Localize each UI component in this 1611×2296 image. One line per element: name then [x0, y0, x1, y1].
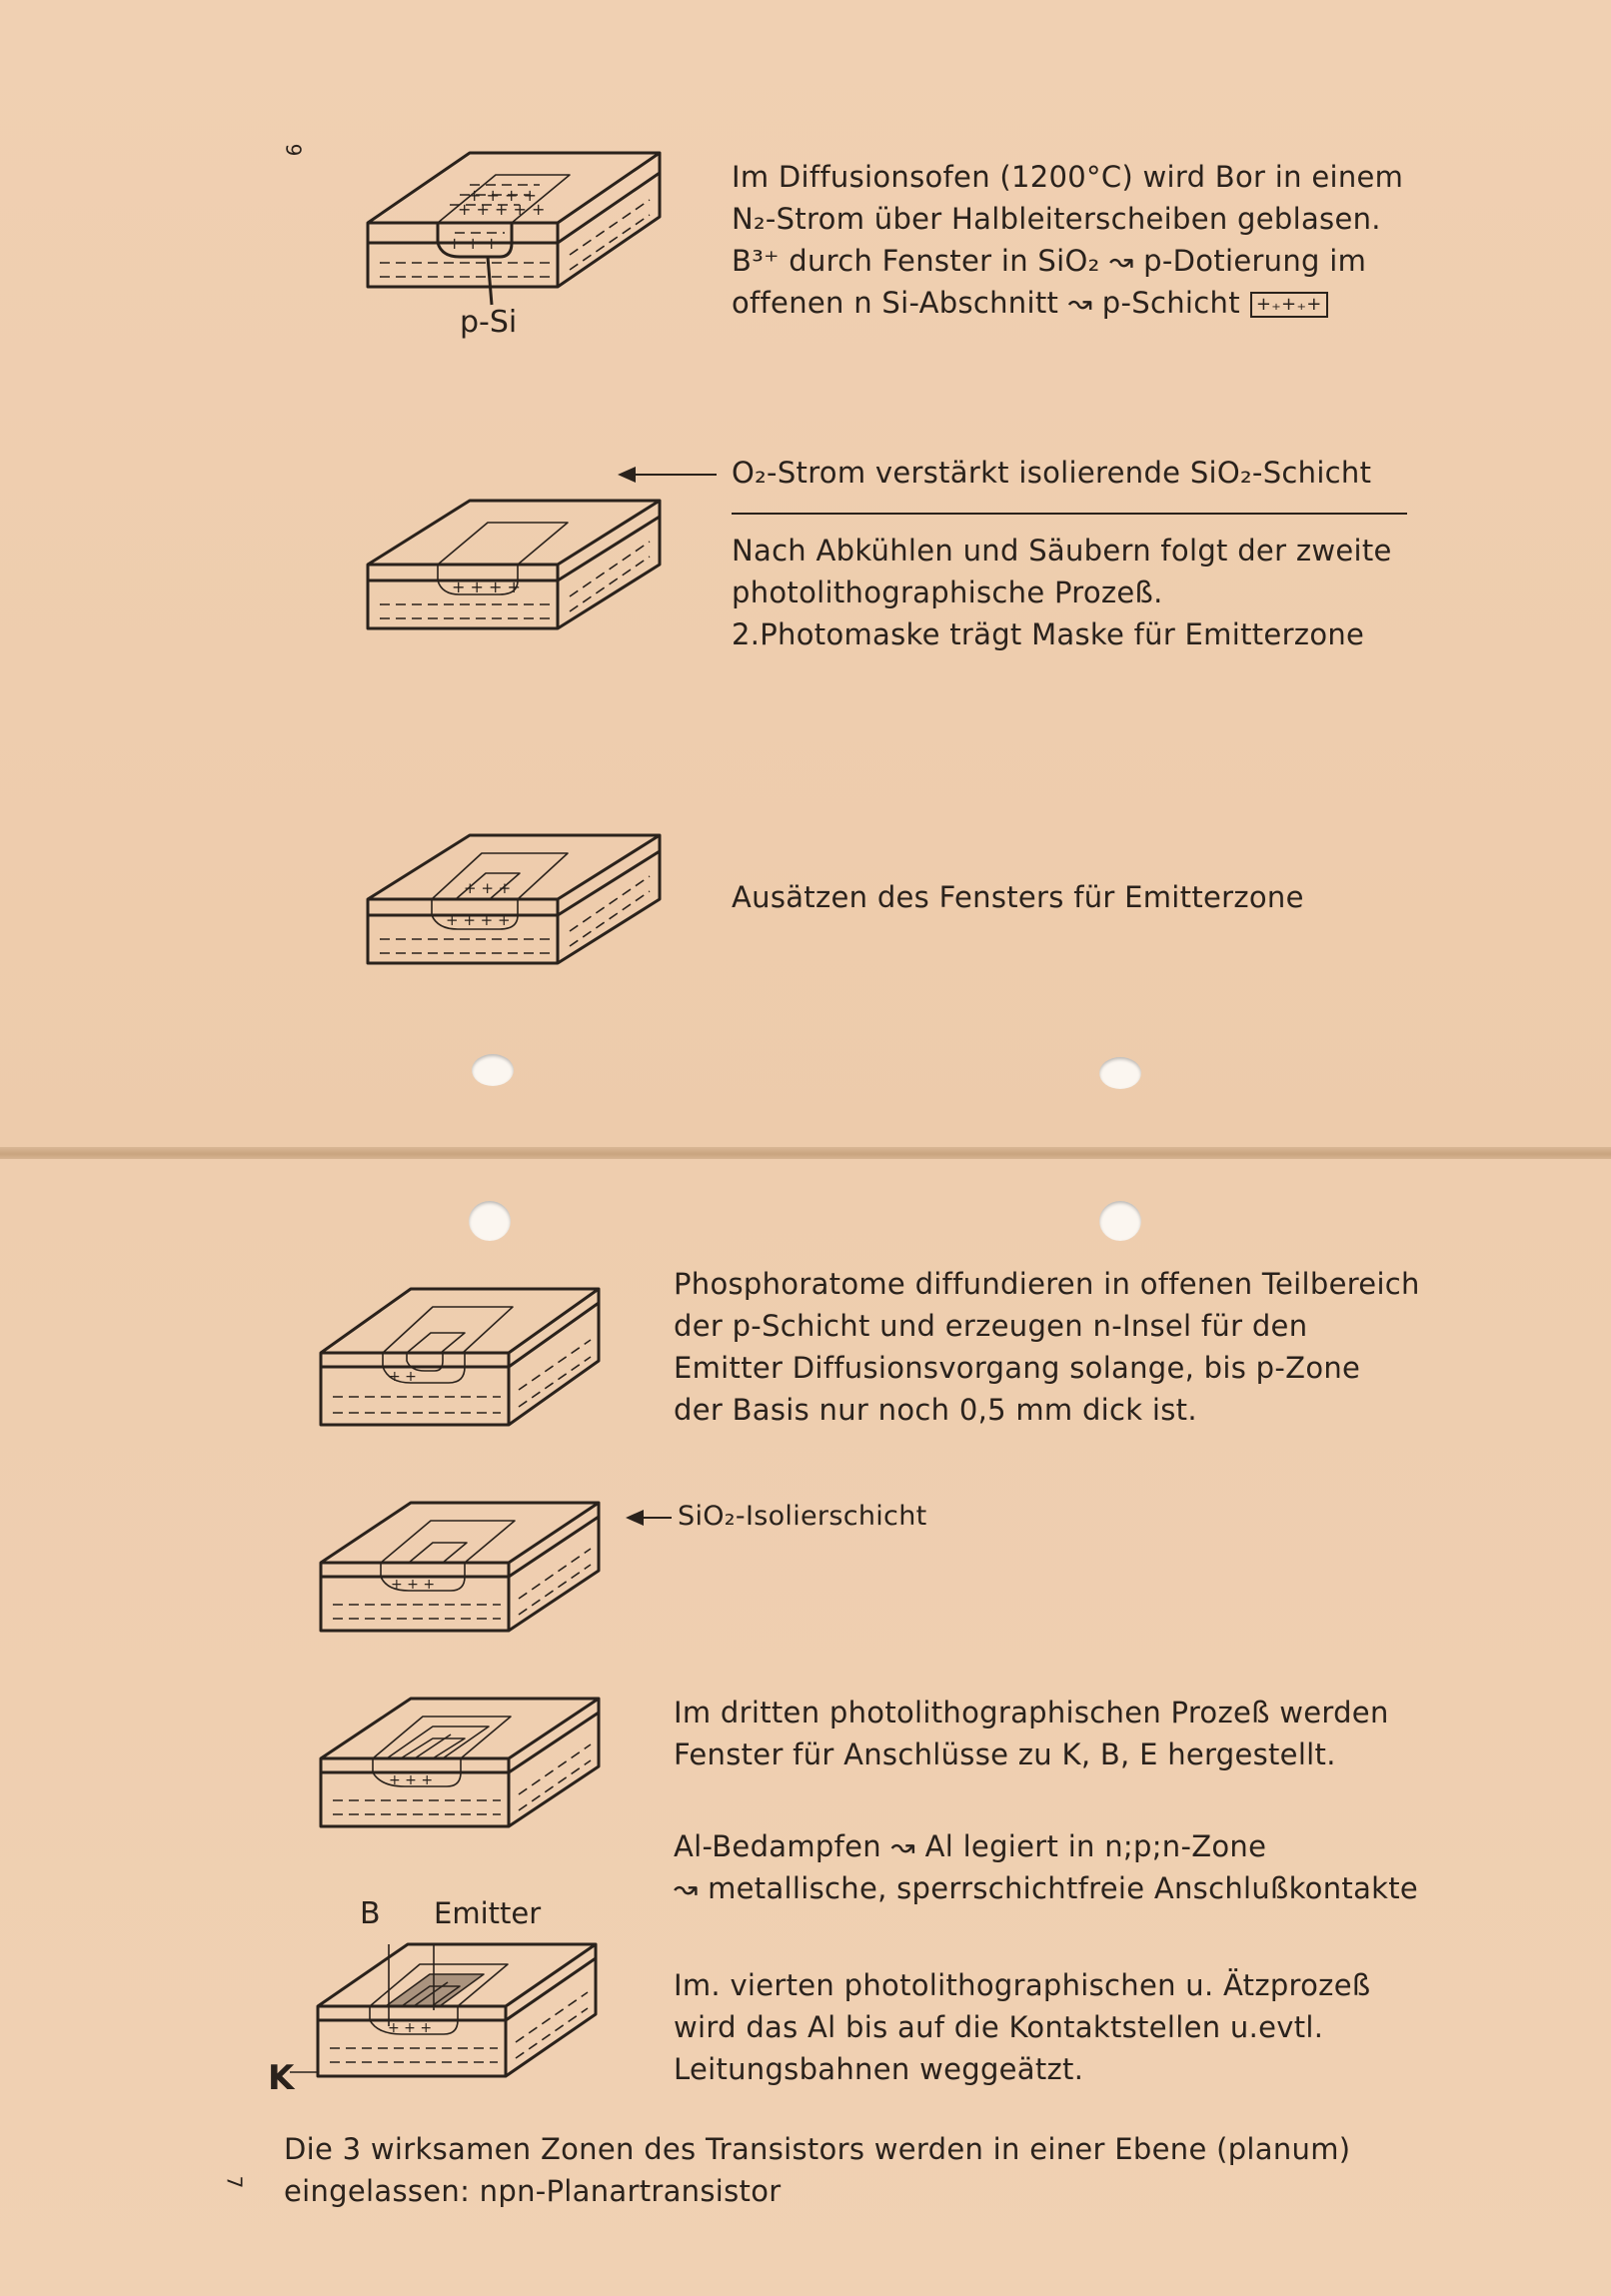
sio2-arrow [630, 1517, 672, 1519]
punch-hole [469, 1201, 511, 1241]
emitter-label: Emitter [434, 1896, 542, 1930]
svg-text:+ + +: + + + [388, 2020, 433, 2036]
wafer-figure-npn-planar-transistor [290, 1934, 600, 2094]
page-number-top: 9 [281, 143, 306, 157]
step2-text: Nach Abkühlen und Säubern folgt der zweite photolithographische Prozeß. 2.Photomaske trägt Maske für Emitterzone [732, 534, 1392, 651]
step6-text: Im dritten photolithographischen Prozeß werden Fenster für Anschlüsse zu K, B, E hergestellt. [674, 1696, 1389, 1771]
wafer-figure-sio2-insulation [315, 1499, 605, 1649]
o2-arrow [622, 474, 717, 476]
page-number-bottom: 7 [222, 2175, 247, 2189]
wafer-figure-oxide-layer [360, 497, 670, 646]
svg-text:+ + +: + + + [391, 1577, 436, 1593]
conclusion-text: Die 3 wirksamen Zonen des Transistors werden in einer Ebene (planum) eingelassen: npn-Planartransistor [284, 2132, 1351, 2208]
divider-rule [732, 513, 1407, 515]
svg-text:+ + + +: + + + + [468, 186, 537, 205]
step4-text: Phosphoratome diffundieren in offenen Teilbereich der p-Schicht und erzeugen n-Insel für den Emitter Diffusionsvorgang solange, bis p-Zone der Basis nur noch 0,5 mm dick ist. [674, 1267, 1420, 1427]
svg-text:+ + + +: + + + + [452, 577, 521, 596]
collector-label: K [268, 2058, 295, 2098]
p-layer-symbol: +₊+₊+ [1250, 292, 1328, 318]
svg-text:+ + +: + + + [448, 234, 499, 253]
step1-text: Im Diffusionsofen (1200°C) wird Bor in einem N₂-Strom über Halbleiterscheiben geblasen. B³⁺ durch Fenster in SiO₂ ↝ p-Dotierung im offenen n Si-Abschnitt ↝ p-Schicht +₊+₊+ [732, 160, 1404, 320]
punch-hole [1099, 1201, 1141, 1241]
svg-text:+ +: + + [389, 1369, 417, 1385]
step3-text: Ausätzen des Fensters für Emitterzone [732, 880, 1304, 914]
svg-text:+ + +: + + + [389, 1772, 434, 1788]
base-label: B [360, 1896, 381, 1931]
o2-arrow-label: O₂-Strom verstärkt isolierende SiO₂-Schicht [732, 456, 1372, 490]
sio2-arrow-label: SiO₂-Isolierschicht [678, 1501, 927, 1532]
punch-hole [1099, 1057, 1141, 1089]
step7-text: Al-Bedampfen ↝ Al legiert in n;p;n-Zone ↝ metallische, sperrschichtfreie Anschlußkontakte [674, 1829, 1419, 1905]
bottom-page [0, 1159, 1611, 2296]
step8-text: Im. vierten photolithographischen u. Ätzprozeß wird das Al bis auf die Kontaktstellen u.evtl. Leitungsbahnen weggeätzt. [674, 1968, 1371, 2086]
svg-text:+ + +: + + + [464, 879, 512, 897]
p-si-label: p-Si [460, 305, 518, 340]
wafer-figure-phosphorus-diffusion [315, 1285, 605, 1445]
punch-hole [472, 1054, 514, 1086]
svg-text:+ + + +: + + + + [446, 911, 511, 929]
wafer-figure-contact-windows [315, 1695, 605, 1844]
wafer-figure-emitter-window [360, 831, 670, 981]
svg-text:+ + + + +: + + + + + [458, 200, 546, 219]
